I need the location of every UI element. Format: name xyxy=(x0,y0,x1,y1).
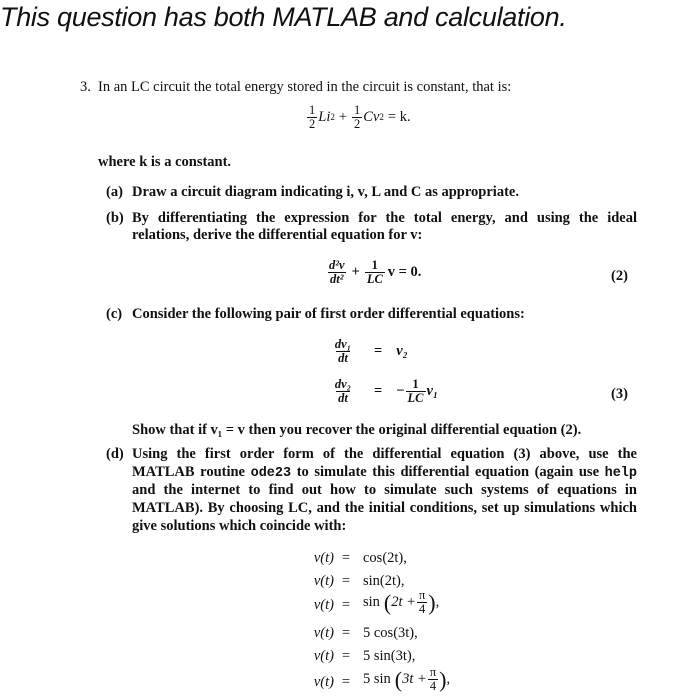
close-paren: ) xyxy=(439,666,447,692)
solution-rhs: cos(2t), xyxy=(363,550,407,566)
part-d-text-1: Using the first order form of the differential equation (3) above, use the MATLAB routine xyxy=(132,446,637,480)
part-a-text: Draw a circuit diagram indicating i, v, L and C as appropriate. xyxy=(132,184,519,200)
equation-2 xyxy=(326,259,421,286)
eq3-row-1 xyxy=(326,338,408,365)
term-cv-exponent: 2 xyxy=(379,112,384,123)
solution-lhs: v(t) xyxy=(313,573,334,589)
plus-sign: + xyxy=(338,108,348,125)
solution-equals: = xyxy=(341,648,351,664)
eq2-tag: (2) xyxy=(611,268,628,284)
part-c-text: Consider the following pair of first order differential equations: xyxy=(132,306,525,322)
eq2-tail: v = 0. xyxy=(387,263,422,280)
part-d-text-3: and the internet to find out how to simulate such systems of equations in MATLAB). By choosing LC, and the initial conditions, set up simulations which give solutions which coincide with: xyxy=(132,482,637,534)
eq2-plus: + xyxy=(351,263,360,280)
eq3-row-2 xyxy=(326,378,438,405)
solution-equals: = xyxy=(341,625,351,641)
pi-over-four: $\frac{\pi}{4}$ xyxy=(429,665,437,694)
solution-rhs xyxy=(363,666,450,693)
eq3-row2-minus: − xyxy=(396,382,405,399)
question-banner: This question has both MATLAB and calculation. xyxy=(0,2,567,32)
solution-equals: = xyxy=(341,597,351,613)
half-fraction-1: $\frac{1}{2}$ xyxy=(309,103,316,132)
dv2-dt-fraction: $\frac{\text{dv₂}}{dt}$ xyxy=(334,377,352,406)
solution-equals: = xyxy=(341,573,351,589)
solution-rhs: 5 cos(3t), xyxy=(363,625,418,641)
where-text: where k is a constant. xyxy=(98,154,232,170)
solution-arg: 3t + xyxy=(402,670,427,687)
term-li-exponent: 2 xyxy=(330,112,335,123)
eq3-row1-equals: = xyxy=(374,342,383,359)
part-b-label: (b) xyxy=(106,210,124,226)
energy-equation xyxy=(306,104,411,131)
energy-rhs: = k. xyxy=(387,108,411,125)
code-help: help xyxy=(604,465,637,481)
solution-lhs: v(t) xyxy=(313,674,334,690)
term-cv: Cv xyxy=(363,108,380,125)
solution-comma: , xyxy=(435,593,440,610)
code-ode23: ode23 xyxy=(250,465,292,481)
question-number: 3. xyxy=(80,79,91,95)
half-fraction-2: $\frac{1}{2}$ xyxy=(354,103,361,132)
solution-func: 5 sin xyxy=(363,670,391,687)
part-b-text: By differentiating the expression for the total energy, and using the ideal relations, derive the differential equation for v: xyxy=(132,210,637,244)
part-d-label: (d) xyxy=(106,446,124,462)
question-intro: In an LC circuit the total energy stored in the circuit is constant, that is: xyxy=(98,79,512,95)
second-derivative-fraction: $\frac{\text{d²v}}{\text{dt²}}$ xyxy=(329,258,345,287)
part-c-label: (c) xyxy=(106,306,123,322)
solution-func: sin xyxy=(363,593,380,610)
open-paren: ( xyxy=(383,589,392,615)
dv1-dt-fraction: $\frac{\text{dv₁}}{dt}$ xyxy=(334,337,352,366)
show-text: Show that if v₁ = v then you recover the original differential equation (2). xyxy=(132,422,582,438)
pi-over-four: $\frac{\pi}{4}$ xyxy=(418,588,426,617)
solution-lhs: v(t) xyxy=(313,550,334,566)
eq3-tag: (3) xyxy=(611,386,628,402)
term-li: Li xyxy=(318,108,331,125)
part-d-text xyxy=(132,446,637,535)
close-paren: ) xyxy=(428,589,436,615)
part-a-label: (a) xyxy=(106,184,123,200)
solution-equals: = xyxy=(341,550,351,566)
solution-equals: = xyxy=(341,674,351,690)
open-paren: ( xyxy=(394,666,403,692)
eq3-one-over-lc: $\frac{1}{LC}$ xyxy=(407,377,424,406)
solution-lhs: v(t) xyxy=(313,597,334,613)
solution-rhs xyxy=(363,589,439,616)
part-d-text-2: to simulate this differential equation (again use xyxy=(291,463,605,480)
eq3-row2-rhs: v₁ xyxy=(426,382,439,399)
solution-arg: 2t + xyxy=(391,593,416,610)
solution-comma: , xyxy=(446,670,451,687)
eq3-row1-rhs: v₂ xyxy=(396,342,408,359)
solution-lhs: v(t) xyxy=(313,648,334,664)
solution-lhs: v(t) xyxy=(313,625,334,641)
one-over-lc-fraction: $\frac{1}{LC}$ xyxy=(366,258,383,287)
solution-rhs: sin(2t), xyxy=(363,573,405,589)
eq3-row2-equals: = xyxy=(374,382,383,399)
solution-rhs: 5 sin(3t), xyxy=(363,648,416,664)
